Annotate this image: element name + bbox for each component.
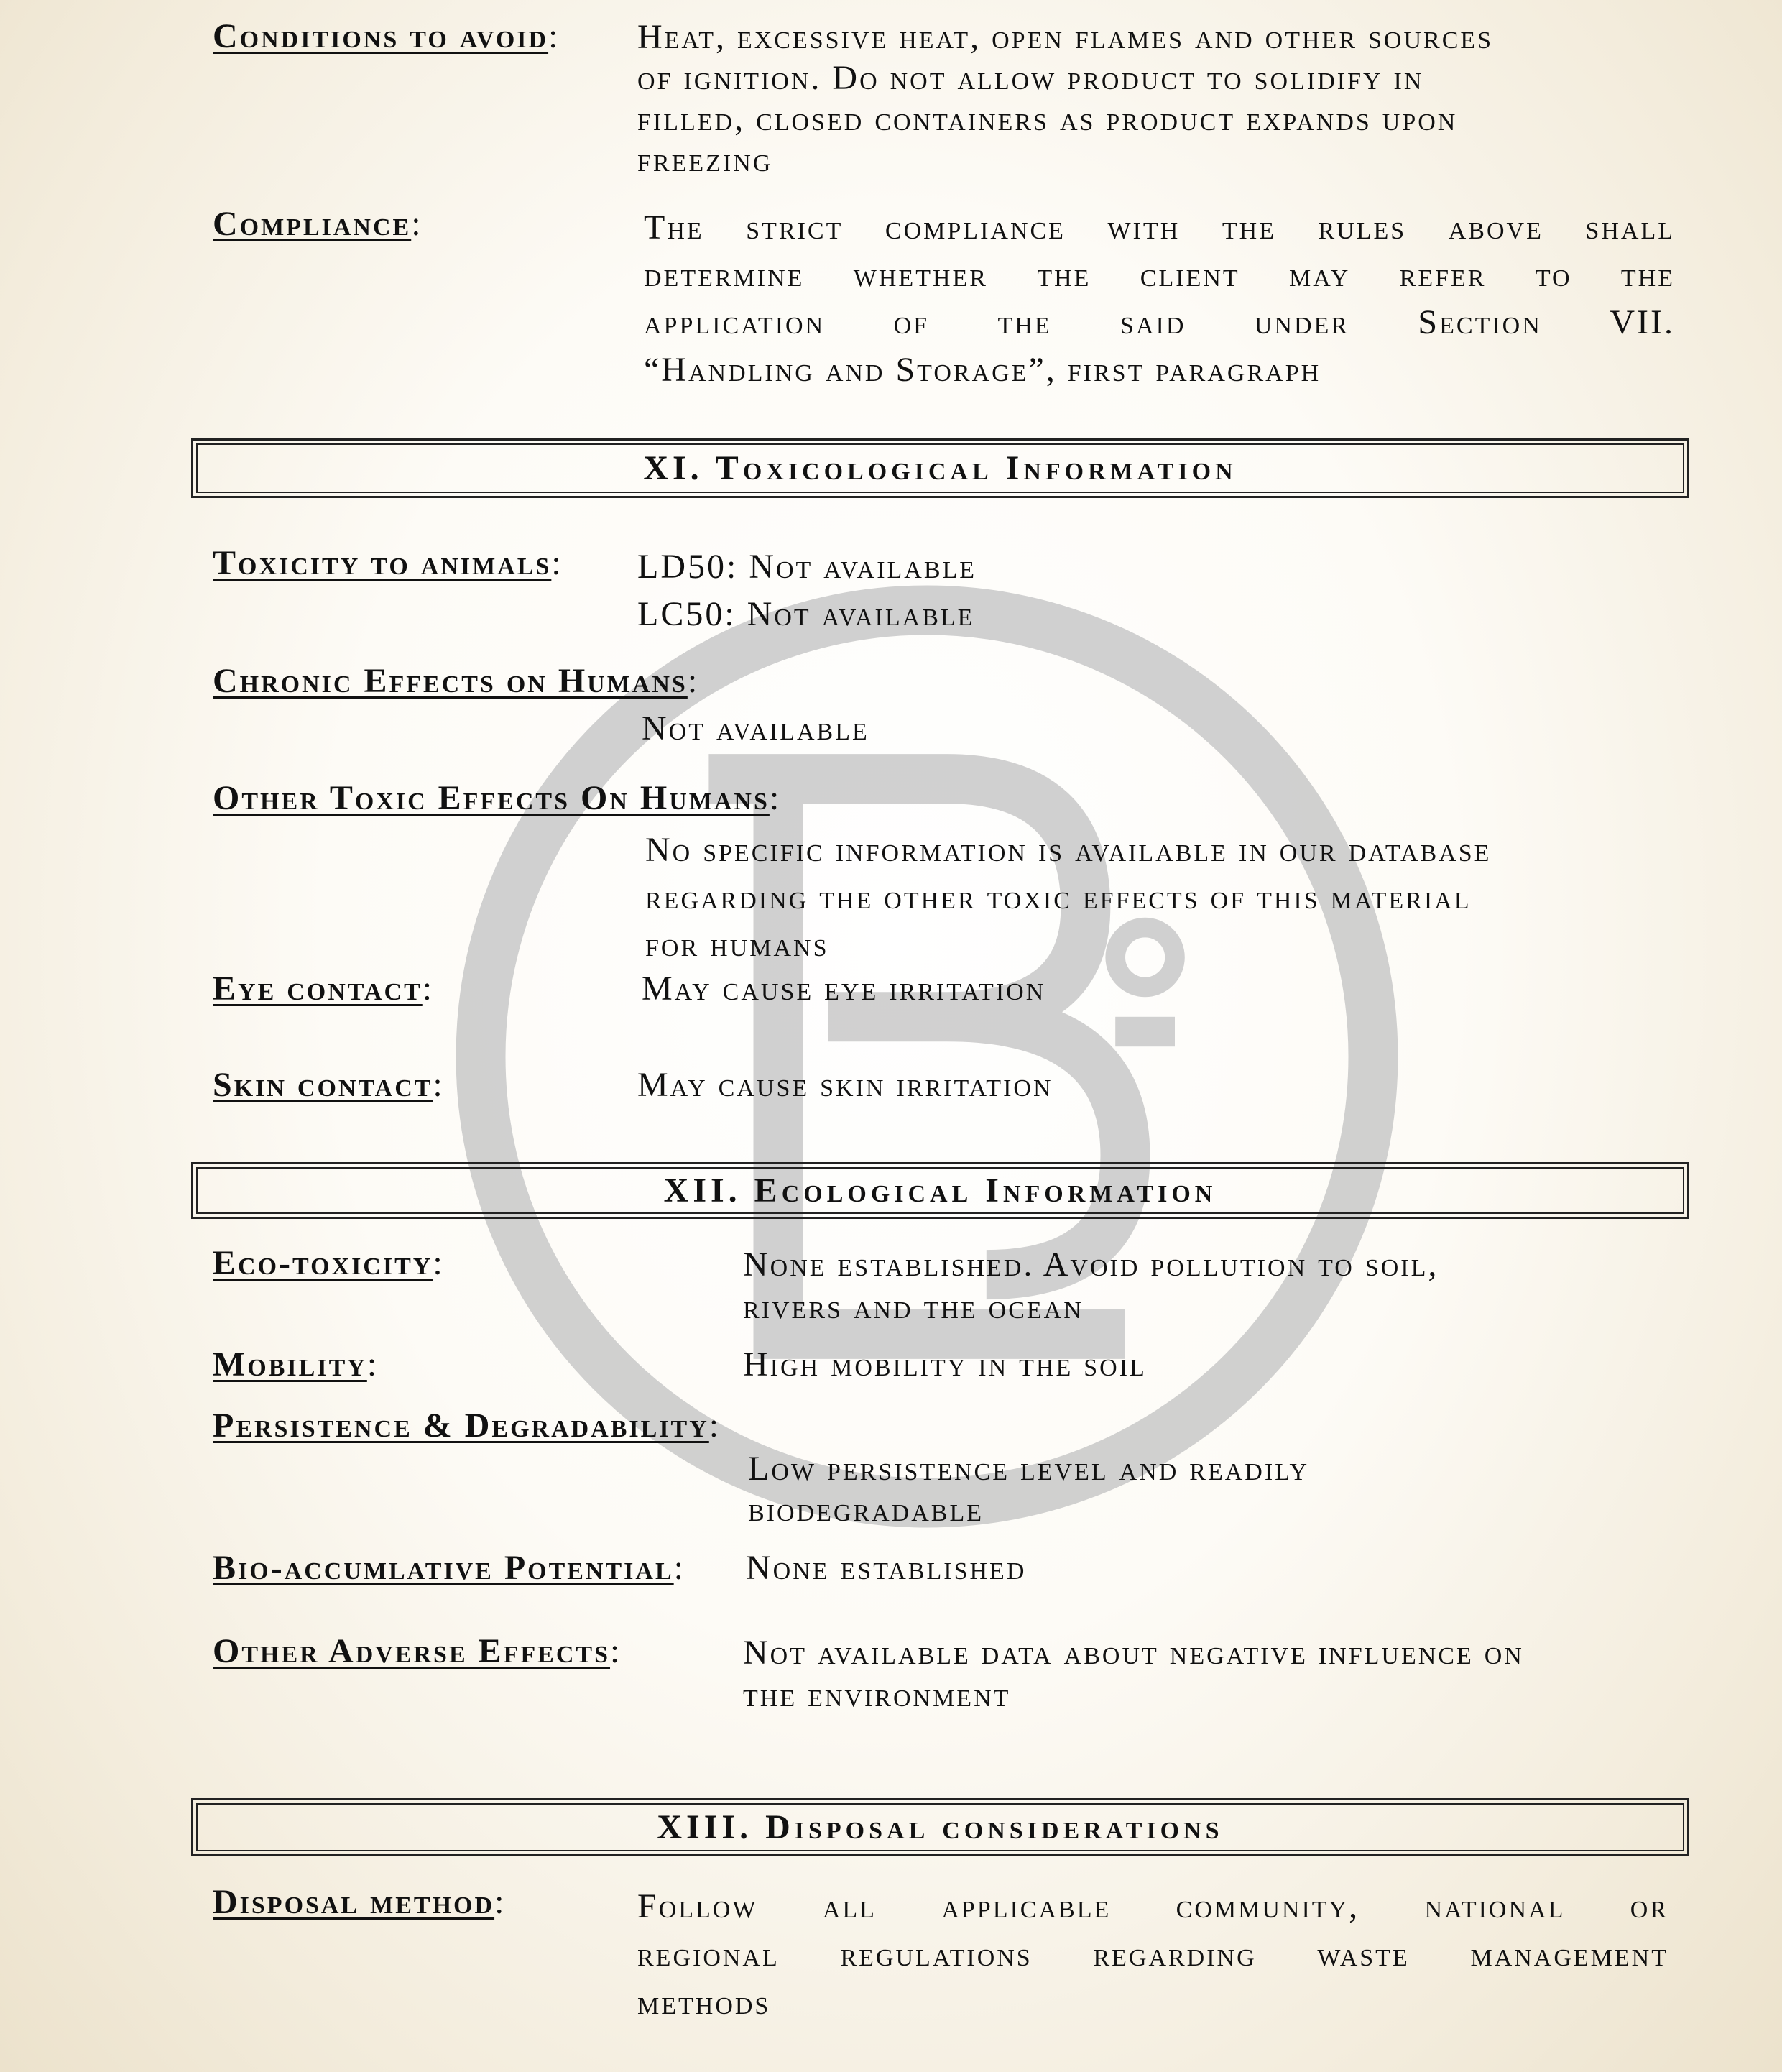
section-header-toxicological — [191, 438, 1689, 498]
section-header-ecological — [191, 1162, 1689, 1219]
conditions-to-avoid-row — [213, 17, 1494, 179]
field-value: May cause skin irritation — [637, 1066, 1053, 1104]
eye-contact-row — [213, 969, 1046, 1008]
section-title: XI. Toxicological Information — [643, 449, 1237, 487]
colon: : — [610, 1632, 622, 1670]
colon: : — [551, 544, 563, 582]
colon: : — [433, 1066, 445, 1104]
field-label: Other Toxic Effects On Humans — [213, 779, 770, 817]
disposal-method-row — [213, 1882, 1668, 2022]
field-label: Conditions to avoid — [213, 17, 549, 55]
colon: : — [422, 970, 435, 1008]
toxicity-row — [213, 543, 977, 633]
mobility-row — [213, 1345, 1147, 1384]
field-value — [642, 709, 869, 748]
section-title: XII. Ecological Information — [663, 1171, 1217, 1210]
value-line: for humans — [645, 926, 829, 964]
eco-toxicity-row — [213, 1243, 1439, 1326]
section-header-disposal — [191, 1798, 1689, 1856]
bio-accumulative-row — [213, 1548, 1027, 1588]
field-value: May cause eye irritation — [642, 970, 1046, 1008]
field-label: Compliance — [213, 205, 412, 243]
value-line: methods — [637, 1984, 771, 2022]
value-line: Not available data about negative influence on — [743, 1634, 1524, 1672]
field-label: Other Adverse Effects — [213, 1632, 611, 1670]
value-line: “Handling and Storage”, first paragraph — [644, 351, 1321, 389]
persistence-row — [213, 1406, 1310, 1529]
skin-contact-row — [213, 1065, 1053, 1105]
field-value — [637, 1882, 1668, 2027]
watermark-logo — [431, 561, 1423, 1552]
chronic-effects-row — [213, 661, 869, 747]
field-value: High mobility in the soil — [743, 1345, 1147, 1383]
field-label: Toxicity to animals — [213, 544, 552, 582]
colon: : — [708, 1406, 721, 1445]
value-line: regional regulations regarding waste management — [637, 1935, 1668, 1974]
value-line: biodegradable — [748, 1491, 984, 1529]
field-label: Mobility — [213, 1345, 367, 1383]
value-line: None established. Avoid pollution to soil, — [743, 1245, 1439, 1284]
field-value — [637, 543, 977, 638]
value-line: LD50: Not available — [637, 548, 977, 586]
value-line: Follow all applicable community, national or — [637, 1887, 1668, 1925]
other-toxic-effects-row — [213, 778, 1492, 964]
field-value — [645, 827, 1491, 969]
colon: : — [411, 205, 423, 243]
value-line: Not available — [642, 709, 869, 747]
colon: : — [769, 779, 782, 817]
value-line: Heat, excessive heat, open flames and other sources — [637, 18, 1494, 56]
value-line: The strict compliance with the rules above shall — [644, 208, 1675, 247]
field-label: Skin contact — [213, 1066, 433, 1104]
field-value — [748, 1448, 1309, 1530]
other-adverse-effects-row — [213, 1631, 1524, 1714]
field-value — [743, 1631, 1524, 1716]
field-value — [644, 204, 1675, 394]
value-line: No specific information is available in our database — [645, 831, 1492, 869]
colon: : — [433, 1244, 445, 1282]
colon: : — [548, 17, 560, 55]
value-line: filled, closed containers as product expands upon — [637, 100, 1458, 138]
field-value: None established — [746, 1549, 1027, 1587]
value-line: Low persistence level and readily — [748, 1450, 1310, 1488]
colon: : — [494, 1883, 507, 1921]
value-line: determine whether the client may refer to the — [644, 256, 1675, 294]
colon: : — [673, 1549, 685, 1587]
value-line: freezing — [637, 141, 773, 179]
value-line: of ignition. Do not allow product to solidify in — [637, 59, 1424, 97]
field-label: Disposal method — [213, 1883, 495, 1921]
value-line: LC50: Not available — [637, 595, 975, 633]
field-value — [743, 1243, 1439, 1328]
colon: : — [366, 1345, 379, 1383]
field-value — [637, 17, 1493, 180]
value-line: the environment — [743, 1676, 1011, 1714]
compliance-row — [213, 204, 1675, 389]
colon: : — [687, 662, 700, 700]
value-line: rivers and the ocean — [743, 1288, 1084, 1326]
value-line: regarding the other toxic effects of this material — [645, 878, 1472, 916]
field-label: Bio-accumlative Potential — [213, 1549, 674, 1587]
value-line: application of the said under Section VII. — [644, 303, 1675, 341]
field-label: Persistence & Degradability — [213, 1406, 709, 1445]
field-label: Chronic Effects on Humans — [213, 662, 688, 700]
section-title: XIII. Disposal considerations — [657, 1808, 1224, 1846]
field-label: Eco-toxicity — [213, 1244, 433, 1282]
field-label: Eye contact — [213, 970, 423, 1008]
